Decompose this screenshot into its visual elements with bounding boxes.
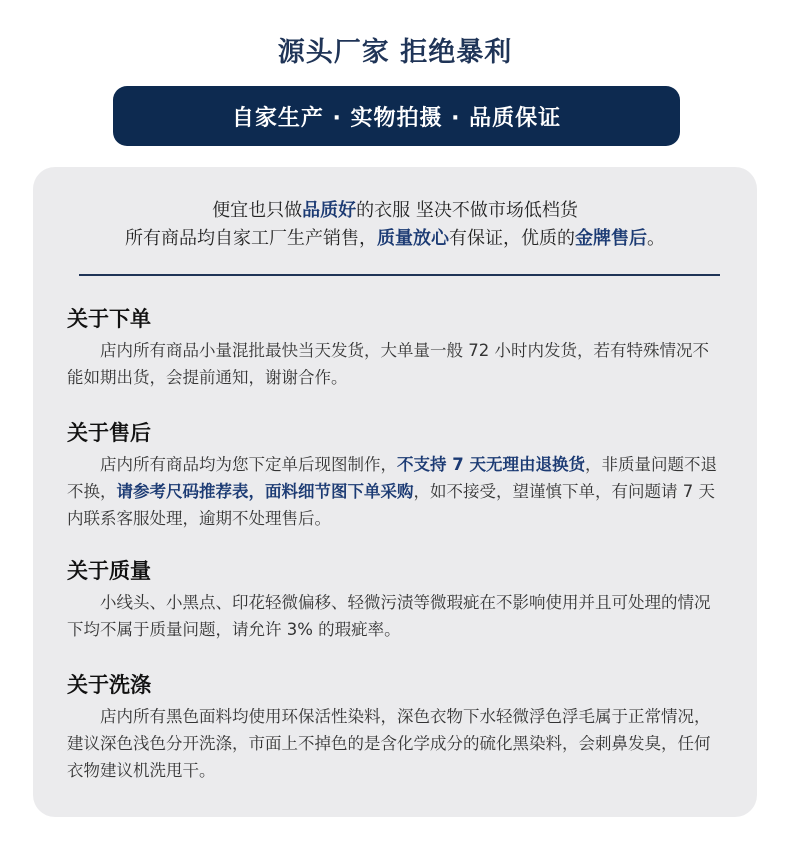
slogan-banner [113,86,680,146]
body-text-part: ，非质量问题不退不换， [67,455,717,501]
page-title: 源头厂家 拒绝暴利 [277,37,513,68]
highlight-no-return: 不支持 7 天无理由退换货 [397,455,585,474]
banner-text: 自家生产 · 实物拍摄 · 品质保证 [231,105,562,131]
section-title: 关于售后 [67,421,151,445]
section-body: 店内所有商品小量混批最快当天发货，大单量一般 72 小时内发货，若有特殊情况不能如期出货，会提前通知，谢谢合作。 [67,341,709,387]
section-body: 小线头、小黑点、印花轻微偏移、轻微污渍等微瑕疵在不影响使用并且可处理的情况下均不属于质量问题，请允许 3% 的瑕疵率。 [67,593,711,639]
section-order [67,304,723,391]
section-title: 关于质量 [67,559,151,583]
section-quality [67,556,723,643]
section-washing [67,670,723,784]
intro-line-1 [33,197,757,225]
intro-highlight-quality: 品质好 [302,200,357,221]
section-divider [79,274,720,276]
body-text-part: 店内所有商品均为您下定单后现图制作， [100,455,397,474]
body-text-part: ，如不接受，望谨慎下单，有问题请 7 天内联系客服处理，逾期不处理售后。 [67,482,715,528]
section-title: 关于下单 [67,307,151,331]
intro-text-part: 所有商品均自家工厂生产销售， [125,228,377,249]
section-aftersale [67,418,723,532]
intro-text-part: 的衣服 坚决不做市场低档货 [356,200,578,221]
intro-text-part: 便宜也只做 [212,200,303,221]
section-body: 店内所有黑色面料均使用环保活性染料，深色衣物下水轻微浮色浮毛属于正常情况，建议深色浅色分开洗涤，市面上不掉色的是含化学成分的硫化黑染料，会刺鼻发臭，任何衣物建议机洗甩干。 [67,707,711,780]
section-title: 关于洗涤 [67,673,151,697]
info-card [33,167,757,817]
intro-text [33,197,757,253]
intro-highlight-aftersale: 金牌售后 [575,228,647,249]
intro-text-part: 。 [647,228,665,249]
intro-line-2 [33,225,757,253]
section-body [67,451,723,532]
intro-text-part: 有保证，优质的 [449,228,575,249]
intro-highlight-assurance: 质量放心 [377,228,449,249]
highlight-size-guide: 请参考尺码推荐表，面料细节图下单采购 [116,482,414,501]
